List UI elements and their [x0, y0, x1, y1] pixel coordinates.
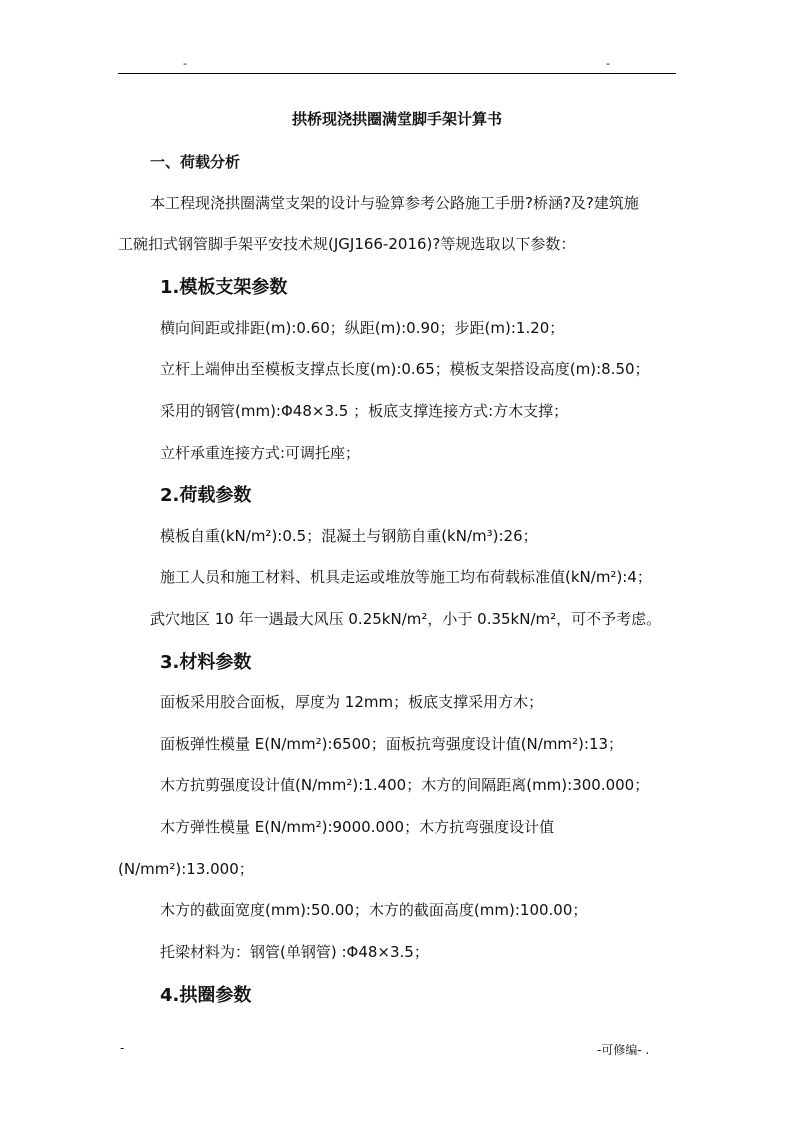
- heading-load-params: 2.荷载参数: [160, 485, 252, 506]
- intro-line-2: 工碗扣式钢管脚手架平安技术规(JGJ166-2016)?等规选取以下参数：: [118, 235, 576, 253]
- material-line-2: 面板弹性模量 E(N/mm²):6500；面板抗弯强度设计值(N/mm²):13；: [160, 735, 624, 753]
- load-line-3: 武穴地区 10 年一遇最大风压 0.25kN/m²，小于 0.35kN/m²，可不予考虑。: [150, 610, 662, 628]
- template-line-3: 采用的钢管(mm):Φ48×3.5 ；板底支撑连接方式:方木支撑；: [160, 402, 569, 420]
- material-line-3: 木方抗剪强度设计值(N/mm²):1.400；木方的间隔距离(mm):300.000；: [160, 776, 650, 794]
- header-left-mark: -: [183, 57, 187, 70]
- material-line-4: 木方弹性模量 E(N/mm²):9000.000；木方抗弯强度设计值: [160, 818, 555, 836]
- footer-editable-note: -可修编- .: [597, 1043, 650, 1057]
- material-line-5: (N/mm²):13.000；: [118, 860, 254, 878]
- heading-arch-params: 4.拱圈参数: [160, 985, 252, 1006]
- header-right-mark: -: [606, 57, 610, 70]
- load-line-2: 施工人员和施工材料、机具走运或堆放等施工均布荷载标准值(kN/m²):4；: [160, 568, 652, 586]
- template-line-4: 立杆承重连接方式:可调托座；: [160, 444, 361, 462]
- material-line-7: 托梁材料为：钢管(单钢管) :Φ48×3.5；: [160, 943, 429, 961]
- load-line-1: 模板自重(kN/m²):0.5；混凝土与钢筋自重(kN/m³):26；: [160, 527, 538, 545]
- template-line-1: 横向间距或排距(m):0.60；纵距(m):0.90；步距(m):1.20；: [160, 319, 565, 337]
- footer-left-mark: -: [120, 1041, 125, 1055]
- template-line-2: 立杆上端伸出至模板支撑点长度(m):0.65；模板支架搭设高度(m):8.50；: [160, 360, 650, 378]
- material-line-6: 木方的截面宽度(mm):50.00；木方的截面高度(mm):100.00；: [160, 901, 588, 919]
- material-line-1: 面板采用胶合面板，厚度为 12mm；板底支撑采用方木；: [160, 693, 544, 711]
- header-rule: [118, 73, 676, 74]
- heading-material-params: 3.材料参数: [160, 652, 252, 673]
- intro-line-1: 本工程现浇拱圈满堂支架的设计与验算参考公路施工手册?桥涵?及?建筑施: [150, 194, 639, 212]
- document-title: 拱桥现浇拱圈满堂脚手架计算书: [291, 110, 502, 128]
- section-heading-load-analysis: 一、荷载分析: [150, 153, 241, 171]
- heading-template-params: 1.模板支架参数: [160, 277, 288, 298]
